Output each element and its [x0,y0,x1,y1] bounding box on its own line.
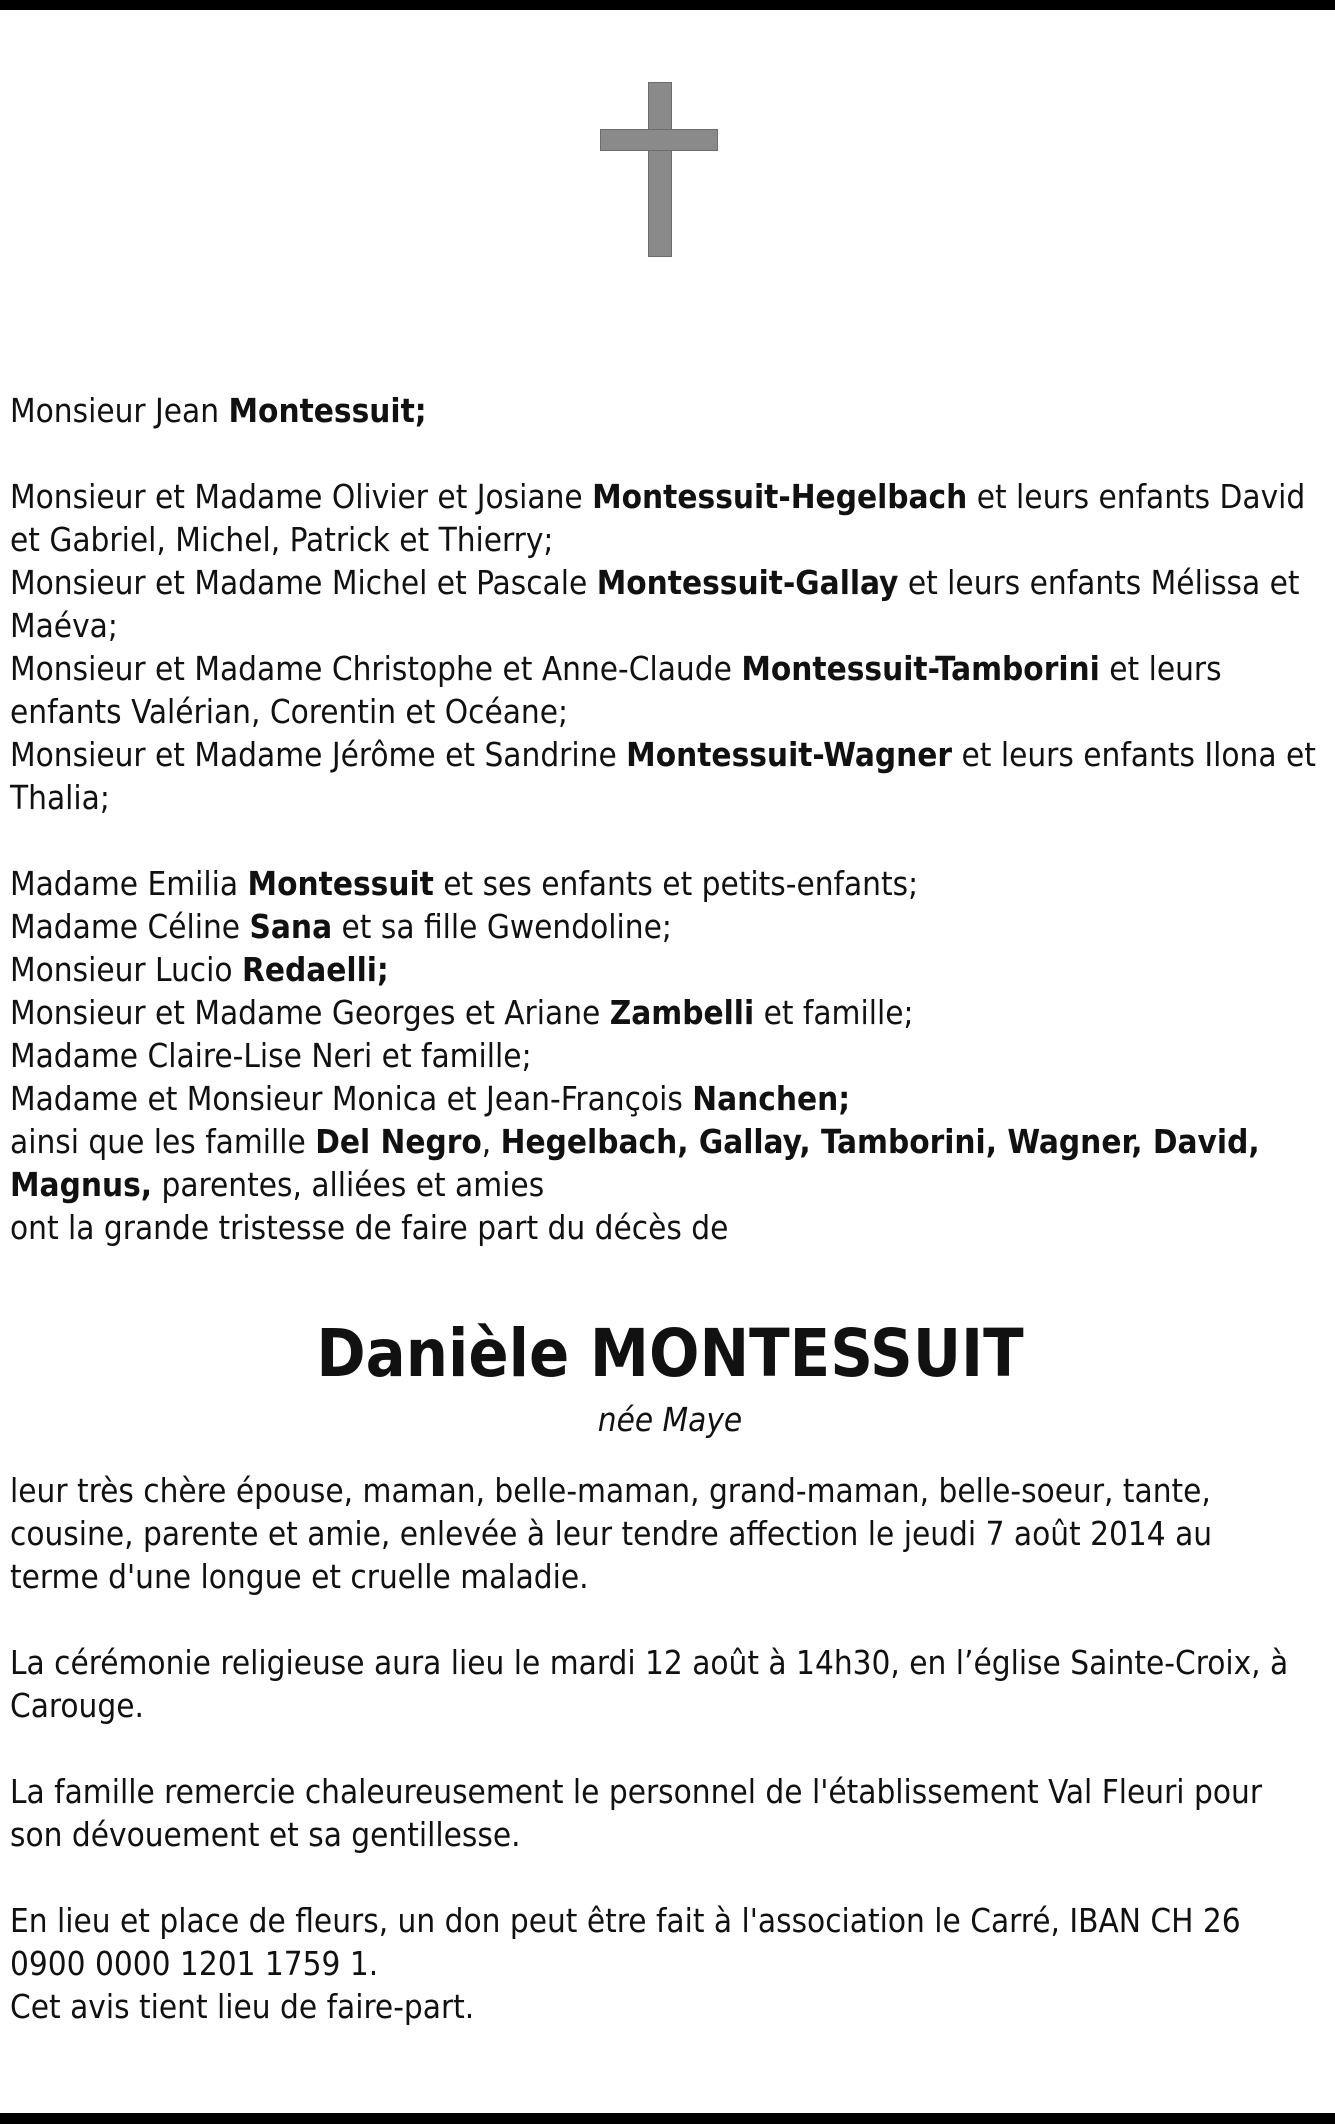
tribute-line: terme d'une longue et cruelle maladie. [10,1557,589,1596]
mourner-line: Madame Emilia Montessuit et ses enfants et petits-enfants; [10,864,919,903]
spacer [10,1441,1330,1469]
mourner-line: Monsieur et Madame Olivier et Josiane Montessuit-Hegelbach et leurs enfants David [10,477,1306,516]
mourner-line: Monsieur Jean Montessuit; [10,391,427,430]
mourner-line: Monsieur et Madame Jérôme et Sandrine Montessuit-Wagner et leurs enfants Ilona et [10,735,1316,774]
bottom-border [0,2113,1335,2124]
spacer [10,1598,1330,1641]
cross-vertical-bar [648,82,672,257]
mourner-line: Monsieur et Madame Georges et Ariane Zambelli et famille; [10,993,914,1032]
announcement: ont la grande tristesse de faire part du décès de [10,1208,729,1247]
mourner-line: Madame Claire-Lise Neri et famille; [10,1036,532,1075]
mourner-line-continued: et Gabriel, Michel, Patrick et Thierry; [10,520,554,559]
mourner-line-continued: enfants Valérian, Corentin et Océane; [10,692,569,731]
notice-body [10,389,1330,2028]
mourner-line: Monsieur et Madame Christophe et Anne-Claude Montessuit-Tamborini et leurs [10,649,1222,688]
mourner-line: Madame Céline Sana et sa fille Gwendoline; [10,907,672,946]
donation-line: En lieu et place de fleurs, un don peut être fait à l'association le Carré, IBAN CH 26 [10,1901,1241,1940]
cross-horizontal-bar [600,129,718,151]
mourner-line: Madame et Monsieur Monica et Jean-François Nanchen; [10,1079,851,1118]
thanks-line: son dévouement et sa gentillesse. [10,1815,521,1854]
mourner-line: Monsieur Lucio Redaelli; [10,950,389,989]
ceremony-line: Carouge. [10,1686,144,1725]
families-line: ainsi que les famille Del Negro, Hegelbach, Gallay, Tamborini, Wagner, David, [10,1122,1260,1161]
mourner-line-continued: Thalia; [10,778,110,817]
mourner-line: Monsieur et Madame Michel et Pascale Montessuit-Gallay et leurs enfants Mélissa et [10,563,1300,602]
maiden-name: née Maye [597,1400,743,1439]
closing-line: Cet avis tient lieu de faire-part. [10,1987,475,2026]
spacer [10,1856,1330,1899]
deceased-name: Danièle MONTESSUIT [316,1315,1024,1392]
top-border [0,0,1335,10]
spacer [10,819,1330,862]
mourner-line-continued: Maéva; [10,606,118,645]
donation-line: 0900 0000 1201 1759 1. [10,1944,379,1983]
ceremony-line: La cérémonie religieuse aura lieu le mardi 12 août à 14h30, en l’église Sainte-Croix, à [10,1643,1289,1682]
families-line-continued: Magnus, parentes, alliées et amies [10,1165,545,1204]
tribute-line: cousine, parente et amie, enlevée à leur tendre affection le jeudi 7 août 2014 au [10,1514,1213,1553]
tribute-line: leur très chère épouse, maman, belle-maman, grand-maman, belle-soeur, tante, [10,1471,1211,1510]
thanks-line: La famille remercie chaleureusement le personnel de l'établissement Val Fleuri pour [10,1772,1263,1811]
cross-icon [600,82,718,257]
spacer [10,432,1330,475]
spacer [10,1727,1330,1770]
